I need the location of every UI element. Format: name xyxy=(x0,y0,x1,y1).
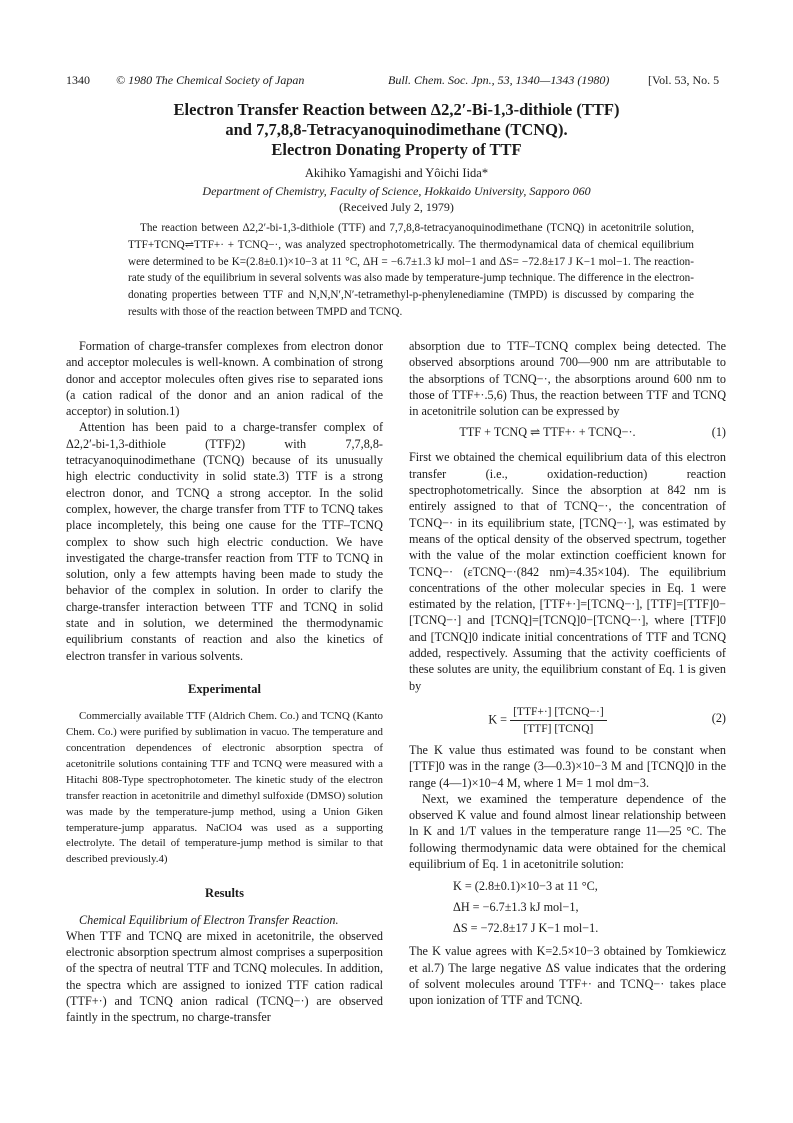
experimental-heading: Experimental xyxy=(188,681,261,696)
thermo-k: K = (2.8±0.1)×10−3 at 11 °C, xyxy=(453,879,598,894)
equation-1-body: TTF + TCNQ ⇌ TTF+· + TCNQ−·. xyxy=(459,425,636,440)
equation-2-lhs: K = xyxy=(488,712,508,727)
equation-2 xyxy=(409,698,726,738)
abstract: The reaction between Δ2,2′-bi-1,3-dithiole (TTF) and 7,7,8,8-tetracyanoquinodimethane (TCNQ) in acetonitrile solution, TTF+TCNQ⇌TTF+· + TCNQ−·, was analyzed spectrophotometrically. The thermodynamical data of chemical equilibrium were determined to be K=(2.8±0.1)×10−3 at 11 °C, ΔH = −6.7±1.3 kJ mol−1 and ΔS= −72.8±17 J K−1 mol−1. The reaction-rate study of the equilibrium in several solvents was also made by temperature-jump technique. The difference in the electron-donating properties between TTF and N,N,N′,N′-tetramethyl-p-phenylenediamine (TMPD) is discussed by comparing the results with those of the reaction between TMPD and TCNQ. xyxy=(128,222,694,318)
right-paragraph-1: absorption due to TTF–TCNQ complex being detected. The observed absorptions around 700—900 nm are attributable to the absorptions of TCNQ−·, the absorptions around 600 nm to those of TTF+·.5,6) Thus, the reaction between TTF and TCNQ in acetonitrile solution can be expressed by xyxy=(409,339,726,419)
right-paragraph-4: Next, we examined the temperature dependence of the observed K value and found almost linear relationship between ln K and 1/T values in the temperature range 11—25 °C. The following thermodynamic data were obtained for the chemical equilibrium of Eq. 1 in acetonitrile solution: xyxy=(409,791,726,872)
page-number: 1340 xyxy=(66,73,90,87)
thermodynamic-data xyxy=(453,876,726,939)
intro-paragraph-2: Attention has been paid to a charge-transfer complex of Δ2,2′-bi-1,3-dithiole (TTF)2) with 7,7,8,8-tetracyanoquinodimethane (TCNQ) because of its unusually high electric conductivity in solid state.3) TTF is a strong electron donor, and TCNQ a strong acceptor. In the solid complex, however, the charge transfer from TTF to TCNQ takes place incompletely, this being one cause for the TTF–TCNQ complex to show such high electric conduction. We have investigated the charge-transfer reaction from TTF to TCNQ in solution, only a few attempts having been made to study the behavior of the complex in solution. In order to clarify the charge-transfer interaction between TTF and TCNQ in solid state and in solution, we determined the thermodynamic equilibrium constants of reaction and also the kinetics of electron transfer in various solvents. xyxy=(66,420,383,663)
equation-2-number: (2) xyxy=(711,710,726,725)
copyright: © 1980 The Chemical Society of Japan xyxy=(116,73,305,87)
title-line-2: and 7,7,8,8-Tetracyanoquinodimethane (TCNQ). xyxy=(225,120,568,139)
journal-citation: Bull. Chem. Soc. Jpn., 53, 1340—1343 (1980) xyxy=(388,73,610,87)
thermo-dh: ΔH = −6.7±1.3 kJ mol−1, xyxy=(453,900,579,915)
right-paragraph-3: The K value thus estimated was found to be constant when [TTF]0 was in the range (3—0.3)×10−3 M and [TCNQ]0 in the range (4—1)×10−4 M, where 1 M= 1 mol dm−3. xyxy=(409,742,726,790)
authors: Akihiko Yamagishi and Yôichi Iida* xyxy=(304,166,489,180)
title-line-1: Electron Transfer Reaction between Δ2,2′-Bi-1,3-dithiole (TTF) xyxy=(173,100,620,119)
equation-1-number: (1) xyxy=(711,425,726,440)
equation-2-denominator: [TTF] [TCNQ] xyxy=(523,723,594,736)
received-date: (Received July 2, 1979) xyxy=(339,200,454,214)
results-heading: Results xyxy=(205,886,244,901)
right-paragraph-2: First we obtained the chemical equilibrium data of this electron transfer (i.e., oxidation-reduction) reaction spectrophotometrically. Since the absorption at 842 nm is entirely assigned to that of TCNQ−·, the concentration of TCNQ−· in its equilibrium state, [TCNQ−·], was estimated by means of the optical density of the observed spectrum, together with the value of the molar extinction coefficient known for TCNQ−· (εTCNQ−·(842 nm)=4.35×104). The equilibrium concentrations of the other molecular species in Eq. 1 were estimated by the relation, [TTF+·]=[TCNQ−·], [TTF]=[TTF]0−[TCNQ−·] and [TCNQ]=[TCNQ]0−[TCNQ−·], where [TTF]0 and [TCNQ]0 indicate initial concentrations of TTF and TCNQ added, respectively. Assuming that the activity coefficients of these solutes are unity, the equilibrium constant of Eq. 1 is given by xyxy=(409,450,726,693)
equation-2-fraction xyxy=(510,704,607,738)
results-paragraph: When TTF and TCNQ are mixed in acetonitrile, the observed electronic absorption spectrum almost comprises a superposition of the spectra of neutral TTF and TCNQ molecules. In addition, the spectra which are assigned to ionized TTF cation radical (TTF+·) and TCNQ anion radical (TCNQ−·) are observed faintly in the spectrum, no charge-transfer xyxy=(66,928,383,1025)
affiliation: Department of Chemistry, Faculty of Science, Hokkaido University, Sapporo 060 xyxy=(202,184,591,198)
title-line-3: Electron Donating Property of TTF xyxy=(271,140,522,159)
right-paragraph-5: The K value agrees with K=2.5×10−3 obtained by Tomkiewicz et al.7) The large negative ΔS value indicates that the ordering of solvent molecules around TTF+· and TCNQ−· takes place upon ionization of TTF and TCNQ. xyxy=(409,944,726,1008)
equation-2-numerator: [TTF+·] [TCNQ−·] xyxy=(510,704,607,721)
thermo-ds: ΔS = −72.8±17 J K−1 mol−1. xyxy=(453,921,599,936)
equation-1 xyxy=(409,424,726,446)
experimental-paragraph: Commercially available TTF (Aldrich Chem. Co.) and TCNQ (Kanto Chem. Co.) were purified by sublimation in vacuo. The temperature and concentration dependences of electronic absorption spectra of acetonitrile solutions containing TTF and TCNQ were measured with a Hitachi 808-Type spectrophotometer. The kinetic study of the electron transfer reaction in acetonitrile and dimethyl sulfoxide (DMSO) solution was made by the temperature-jump method, using a Union Giken temperature-jump apparatus. NaClO4 was used as a supporting electrolyte. The detail of temperature-jump method is similar to that described previously.4) xyxy=(66,710,383,866)
right-column xyxy=(409,338,726,1009)
volume-info: [Vol. 53, No. 5 xyxy=(648,73,720,87)
intro-paragraph-1: Formation of charge-transfer complexes from electron donor and acceptor molecules is well-known. A combination of strong donor and acceptor molecules often gives rise to separated ions (a cation radical of the donor and an anion radical of the acceptor) in solution.1) xyxy=(66,339,383,419)
left-column xyxy=(66,338,383,1026)
results-subheading: Chemical Equilibrium of Electron Transfer Reaction. xyxy=(79,912,339,927)
